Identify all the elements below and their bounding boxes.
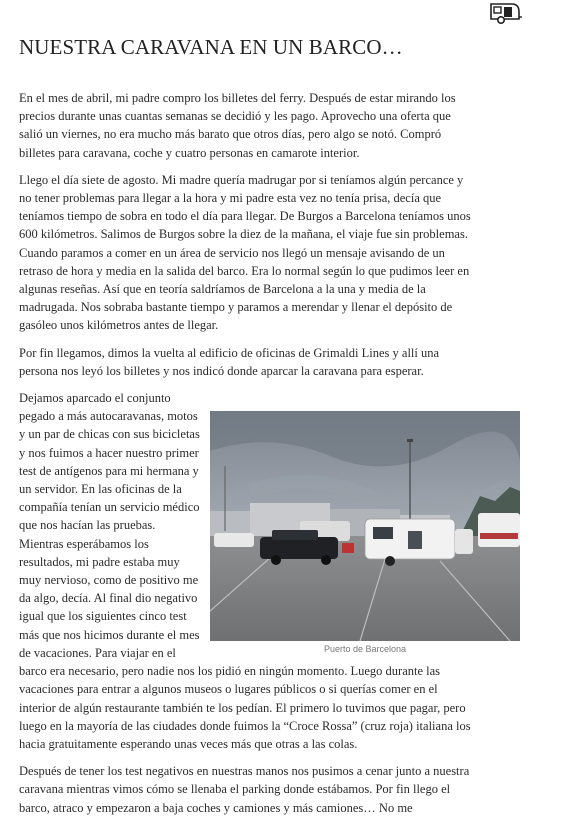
paragraph-2: Llego el día siete de agosto. Mi madre quería madrugar por si teníamos algún percance y no tener problemas para llegar a la hora y mi padre esta vez no tenía prisa, decía que teníamos tiempo de sobra en todo el día para llegar. De Burgos a Barcelona teníamos unos 600 kilómetros. Salimos de Burgos sobre la diez de la mañana, el viaje fue sin problemas. Cuando paramos a comer en un área de servicio nos llegó un mensaje avisando de un retraso de hora y media en la salida del barco. Era lo normal según lo que pudimos leer en algunas reseñas. Así que en teoría saldríamos de Barcelona a la una y media de la madrugada. Nos sobraba bastante tiempo y paramos a merendar y llenar el depósito de gasóleo unos kilómetros antes de llegar.: [19, 172, 471, 333]
article-title: NUESTRA CARAVANA EN UN BARCO…: [19, 35, 403, 59]
article-figure: [210, 411, 520, 654]
paragraph-5: Después de tener los test negativos en nuestras manos nos pusimos a cenar junto a nuestra caravana mientras vimos cómo se llenaba el parking donde estábamos. Por fin llego el barco, atraco y empezaron a baja coches y camiones y más camiones… No me: [19, 764, 470, 815]
paragraph-4: Dejamos aparcado el conjunto pegado a más autocaravanas, motos y un par de chicas con sus bicicletas y nos fuimos a hacer nuestro primer test de antígenos para mi hermana y un servidor. En las oficinas de la compañía tenían un servicio médico que nos hacían las pruebas. Mientras esperábamos los resultados, mi padre estaba muy muy nervioso, como de positivo me da algo, decía. Al final dio negativo igual que los siguientes cinco test más que nos hicimos durante el mes de vacaciones. Para viajar en el barco era necesario, pero nadie nos los pidió en ningún momento. Luego durante las vacaciones para entrar a algunos museos o lugares públicos o si querías comer en el interior de algún restaurante también te los pedían. El primero lo tuvimos que pagar, pero luego en la mayoría de las ciudades donde fuimos la “Croce Rossa” (cruz roja) italiana los hacia gratuitamente esperando unas veces más que otras a las colas.: [19, 391, 471, 751]
paragraph-1: En el mes de abril, mi padre compro los billetes del ferry. Después de estar mirando los precios durante unas cuantas semanas se decidió y les pago. Aprovecho una oferta que salió un viernes, no era mucho más barato que otros días, pero algo se notó. Compró billetes para caravana, coche y cuatro personas en camarote interior.: [19, 91, 456, 160]
figure-caption: Puerto de Barcelona: [323, 644, 407, 655]
article: [19, 32, 477, 826]
port-photo[interactable]: [210, 411, 520, 641]
caravan-icon[interactable]: [488, 1, 522, 25]
paragraph-3: Por fin llegamos, dimos la vuelta al edificio de oficinas de Grimaldi Lines y allí una persona nos leyó los billetes y nos indicó donde aparcar la caravana para esperar.: [19, 345, 440, 378]
